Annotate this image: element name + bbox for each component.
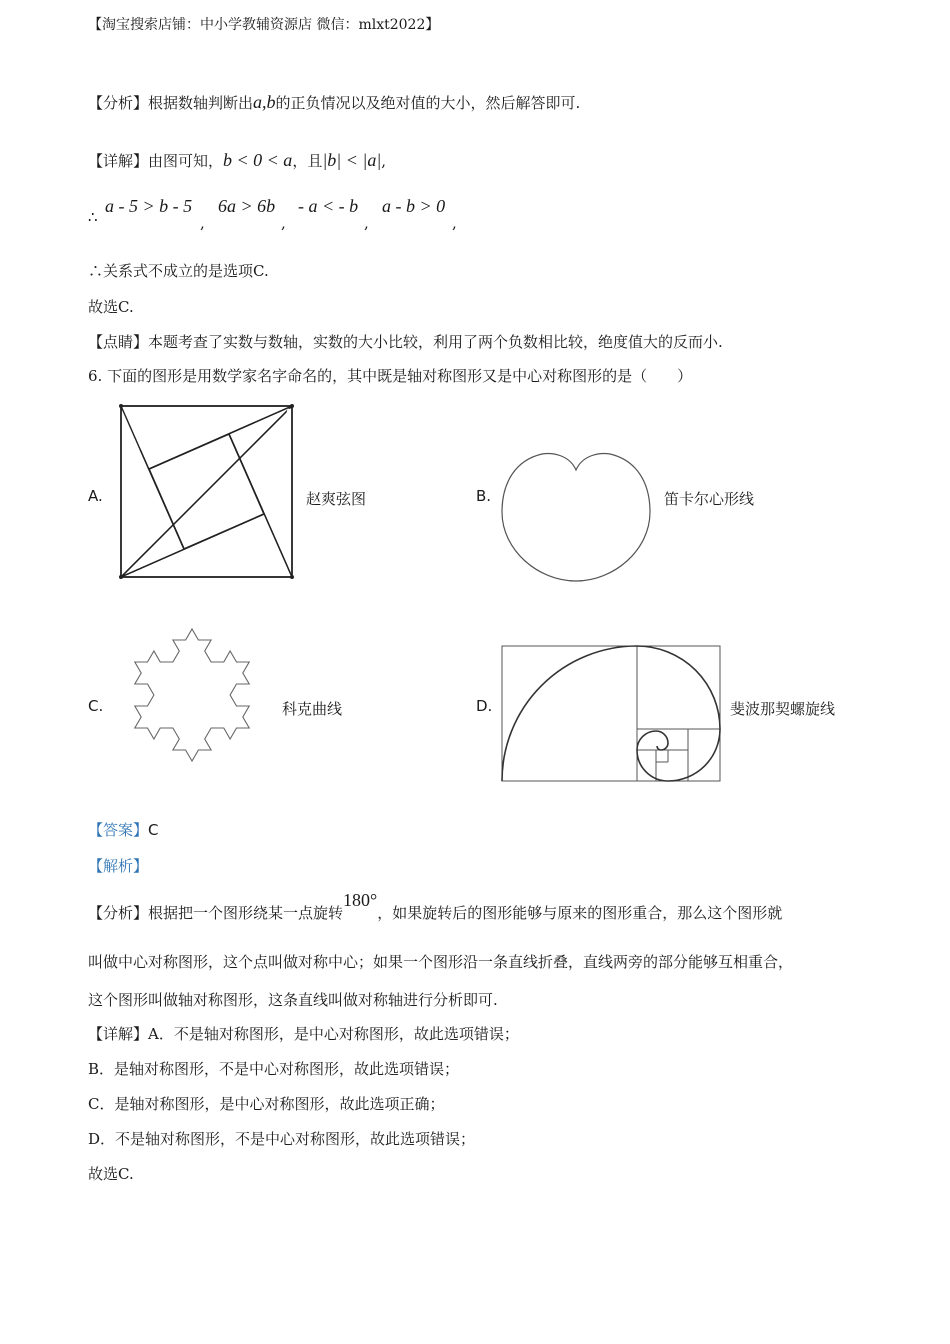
q6-detail-d: D．不是轴对称图形，不是中心对称图形，故此选项错误； (88, 1130, 476, 1148)
q6-analysis-line-2: 叫做中心对称图形，这个点叫做对称中心；如果一个图形沿一条直线折叠，直线两旁的部分能够互相重合， (88, 953, 794, 971)
answer-line (88, 819, 159, 840)
q5-therefore: ∴ (88, 208, 98, 226)
q5-detail-end: , (381, 152, 387, 170)
option-b-letter: B. (476, 487, 492, 505)
zhao-shuang-diagram-icon (118, 403, 296, 581)
cardioid-icon (498, 450, 654, 585)
q5-detail-math: b < 0 < a (223, 150, 293, 170)
q5-detail (88, 150, 386, 171)
option-c-name: 科克曲线 (282, 700, 343, 718)
q6-analysis-line-3: 这个图形叫做轴对称图形，这条直线叫做对称轴进行分析即可. (88, 991, 498, 1009)
q6-choose: 故选C. (88, 1165, 134, 1183)
q5-ineq-4: a - b > 0 (382, 196, 446, 216)
q6-detail-a: 【详解】A．不是轴对称图形，是中心对称图形，故此选项错误； (88, 1025, 519, 1043)
q6-question: 6. 下面的图形是用数学家名字命名的，其中既是轴对称图形又是中心对称图形的是（ ） (88, 367, 693, 385)
q5-comma-4: , (452, 214, 457, 232)
answer-value: C (148, 821, 159, 839)
q5-analysis-post: 的正负情况以及绝对值的大小，然后解答即可. (275, 94, 581, 112)
q6-analysis (88, 890, 783, 923)
koch-snowflake-icon (112, 606, 272, 784)
q5-comment: 【点睛】本题考查了实数与数轴，实数的大小比较，利用了两个负数相比较，绝度值大的反而小. (88, 333, 723, 351)
solution-label: 【解析】 (88, 857, 149, 875)
q5-analysis (88, 92, 580, 113)
option-d-letter: D. (476, 697, 493, 715)
option-c-letter: C. (88, 697, 104, 715)
q5-analysis-math: a,b (253, 92, 276, 112)
q5-comma-2: , (281, 214, 286, 232)
q5-analysis-pre: 【分析】根据数轴判断出 (88, 94, 254, 112)
q5-ineq-2: 6a > 6b (218, 196, 276, 216)
q5-conclusion: ∴关系式不成立的是选项C. (88, 262, 269, 280)
q6-analysis-angle: 180° (343, 890, 378, 910)
q5-detail-mid: ，且 (292, 152, 323, 170)
page-header: 【淘宝搜索店铺：中小学教辅资源店 微信：mlxt2022】 (88, 17, 440, 33)
q6-analysis-pre: 【分析】根据把一个图形绕某一点旋转 (88, 904, 344, 922)
option-d-name: 斐波那契螺旋线 (730, 700, 836, 718)
q5-comma-3: , (364, 214, 369, 232)
q5-choose: 故选C. (88, 298, 134, 316)
fibonacci-spiral-icon (500, 644, 722, 784)
option-a-letter: A. (88, 487, 103, 505)
answer-label: 【答案】 (88, 821, 149, 839)
q5-detail-pre: 【详解】由图可知， (88, 152, 224, 170)
option-a-name: 赵爽弦图 (306, 490, 367, 508)
q5-comma-1: , (200, 214, 205, 232)
q6-detail-c: C．是轴对称图形，是中心对称图形，故此选项正确； (88, 1095, 445, 1113)
q5-ineq-3: - a < - b (298, 196, 359, 216)
q6-detail-b: B．是轴对称图形，不是中心对称图形，故此选项错误； (88, 1060, 460, 1078)
q5-detail-abs: |b| < |a| (322, 150, 382, 170)
option-b-name: 笛卡尔心形线 (664, 490, 755, 508)
q5-ineq-1: a - 5 > b - 5 (105, 196, 193, 216)
q6-analysis-post: ，如果旋转后的图形能够与原来的图形重合，那么这个图形就 (377, 904, 783, 922)
